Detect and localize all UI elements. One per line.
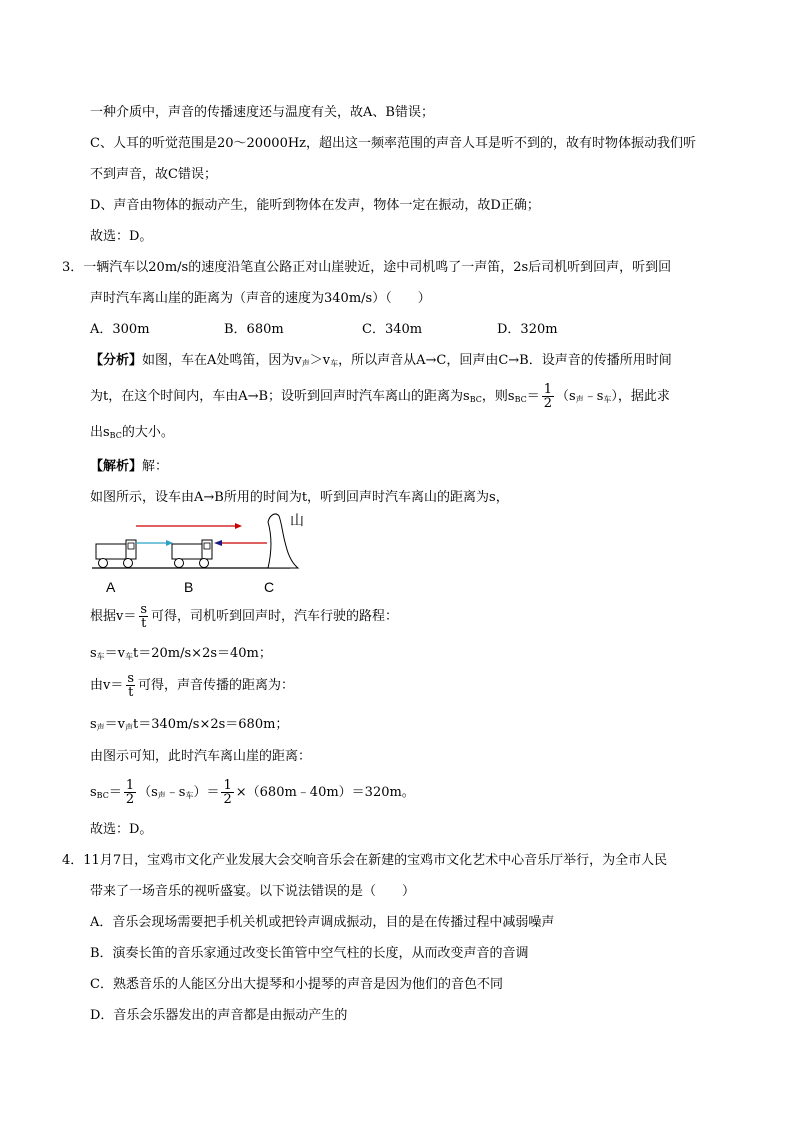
q3-analysis-line-3: 出$s_{BC}$的大小。	[90, 425, 174, 440]
q3-analysis-line-1: 【分析】如图，车在A处鸣笛，因为$v_声>v_车$，所以声音从A→C，回声由C→B．设声音的传播所用时间	[90, 353, 672, 368]
q2-answer: 故选：D。	[90, 229, 153, 244]
fraction-one-half-3: $\frac{1}{2}$	[223, 778, 232, 807]
q3-stem-1: 3．一辆汽车以20m/s的速度沿笔直公路正对山崖驶近，途中司机鸣了一声笛，2s后司机听到回声，听到回	[62, 260, 672, 275]
q3-formula-2: $s_车=v_车t=20m/s\times 2s=40m$；	[90, 646, 272, 661]
echo-path-arrowhead	[214, 540, 222, 546]
q3-option-c: C．340m	[362, 322, 423, 337]
fraction-s-over-t-2: $\frac{s}{t}$	[127, 671, 135, 700]
fraction-s-over-t: $\frac{s}{t}$	[140, 602, 148, 631]
q3-formula-4: $s_声=v_声t=340m/s\times 2s=680m$；	[90, 717, 289, 732]
q3-formula-6: $s_{BC}=$ $\frac{1}{2}$ $(s_声﹣s_车)=$ $\frac{1}{2}$ ×（680m﹣40m）＝320m。	[90, 778, 415, 807]
point-a-label: A	[106, 579, 116, 595]
analysis-label: 【分析】	[90, 353, 143, 368]
q3-option-b: B．680m	[224, 322, 284, 337]
solution-label: 【解析】	[90, 459, 143, 474]
q3-formula-1: 根据v＝ $\frac{s}{t}$ 可得，司机听到回声时，汽车行驶的路程：	[90, 602, 399, 631]
q4-option-a: A．音乐会现场需要把手机关机或把铃声调成振动，目的是在传播过程中减弱噪声	[90, 915, 555, 930]
q3-analysis-line-2: 为t，在这个时间内，车由A→B；设听到回声时汽车离山的距离为$s_{BC}$，则$s_{BC}=$ $\frac{1}{2}$ $(s_声﹣s_车)$，据此求	[90, 382, 670, 411]
q3-formula-3: 由v＝ $\frac{s}{t}$ 可得，声音传播的距离为：	[90, 671, 295, 700]
sound-path-arrowhead	[235, 523, 242, 529]
q3-solution-head: 【解析】解：	[90, 459, 169, 474]
q4-stem-2: 带来了一场音乐的视听盛宴。以下说法错误的是（ ）	[90, 884, 416, 899]
point-c-label: C	[264, 579, 275, 595]
car-echo-diagram	[90, 506, 315, 598]
q3-option-d: D．320m	[497, 322, 558, 337]
diagram-svg	[90, 506, 315, 598]
q2-line-4: D、声音由物体的振动产生，能听到物体在发声，物体一定在振动，故D正确；	[90, 198, 540, 213]
car-b-icon	[172, 540, 212, 568]
fraction-one-half: $\frac{1}{2}$	[543, 382, 553, 411]
q4-stem-1: 4．11月7日，宝鸡市文化产业发展大会交响音乐会在新建的宝鸡市文化艺术中心音乐厅举行，为全市人民	[62, 853, 668, 868]
q3-solution-line-1: 如图所示，设车由A→B所用的时间为t，听到回声时汽车离山的距离为s，	[90, 490, 509, 505]
mountain-label: 山	[290, 513, 304, 529]
q4-option-d: D．音乐会乐器发出的声音都是由振动产生的	[90, 1008, 348, 1023]
q3-stem-2: 声时汽车离山崖的距离为（声音的速度为340m/s）（ ）	[90, 291, 431, 306]
q2-line-2: C、人耳的听觉范围是20～20000Hz，超出这一频率范围的声音人耳是听不到的，故有时物体振动我们听	[90, 136, 697, 151]
q3-formula-5: 由图示可知，此时汽车离山崖的距离：	[90, 749, 312, 764]
q3-option-a: A．300m	[90, 322, 150, 337]
q4-option-b: B．演奏长笛的音乐家通过改变长笛管中空气柱的长度，从而改变声音的音调	[90, 946, 529, 961]
point-b-label: B	[184, 579, 194, 595]
q3-answer: 故选：D。	[90, 822, 153, 837]
fraction-one-half-2: $\frac{1}{2}$	[125, 778, 135, 807]
q2-line-1: 一种介质中，声音的传播速度还与温度有关，故A、B错误；	[90, 105, 434, 120]
q4-option-c: C．熟悉音乐的人能区分出大提琴和小提琴的声音是因为他们的音色不同	[90, 977, 503, 992]
car-a-icon	[96, 540, 136, 568]
q2-line-3: 不到声音，故C错误；	[90, 167, 217, 182]
